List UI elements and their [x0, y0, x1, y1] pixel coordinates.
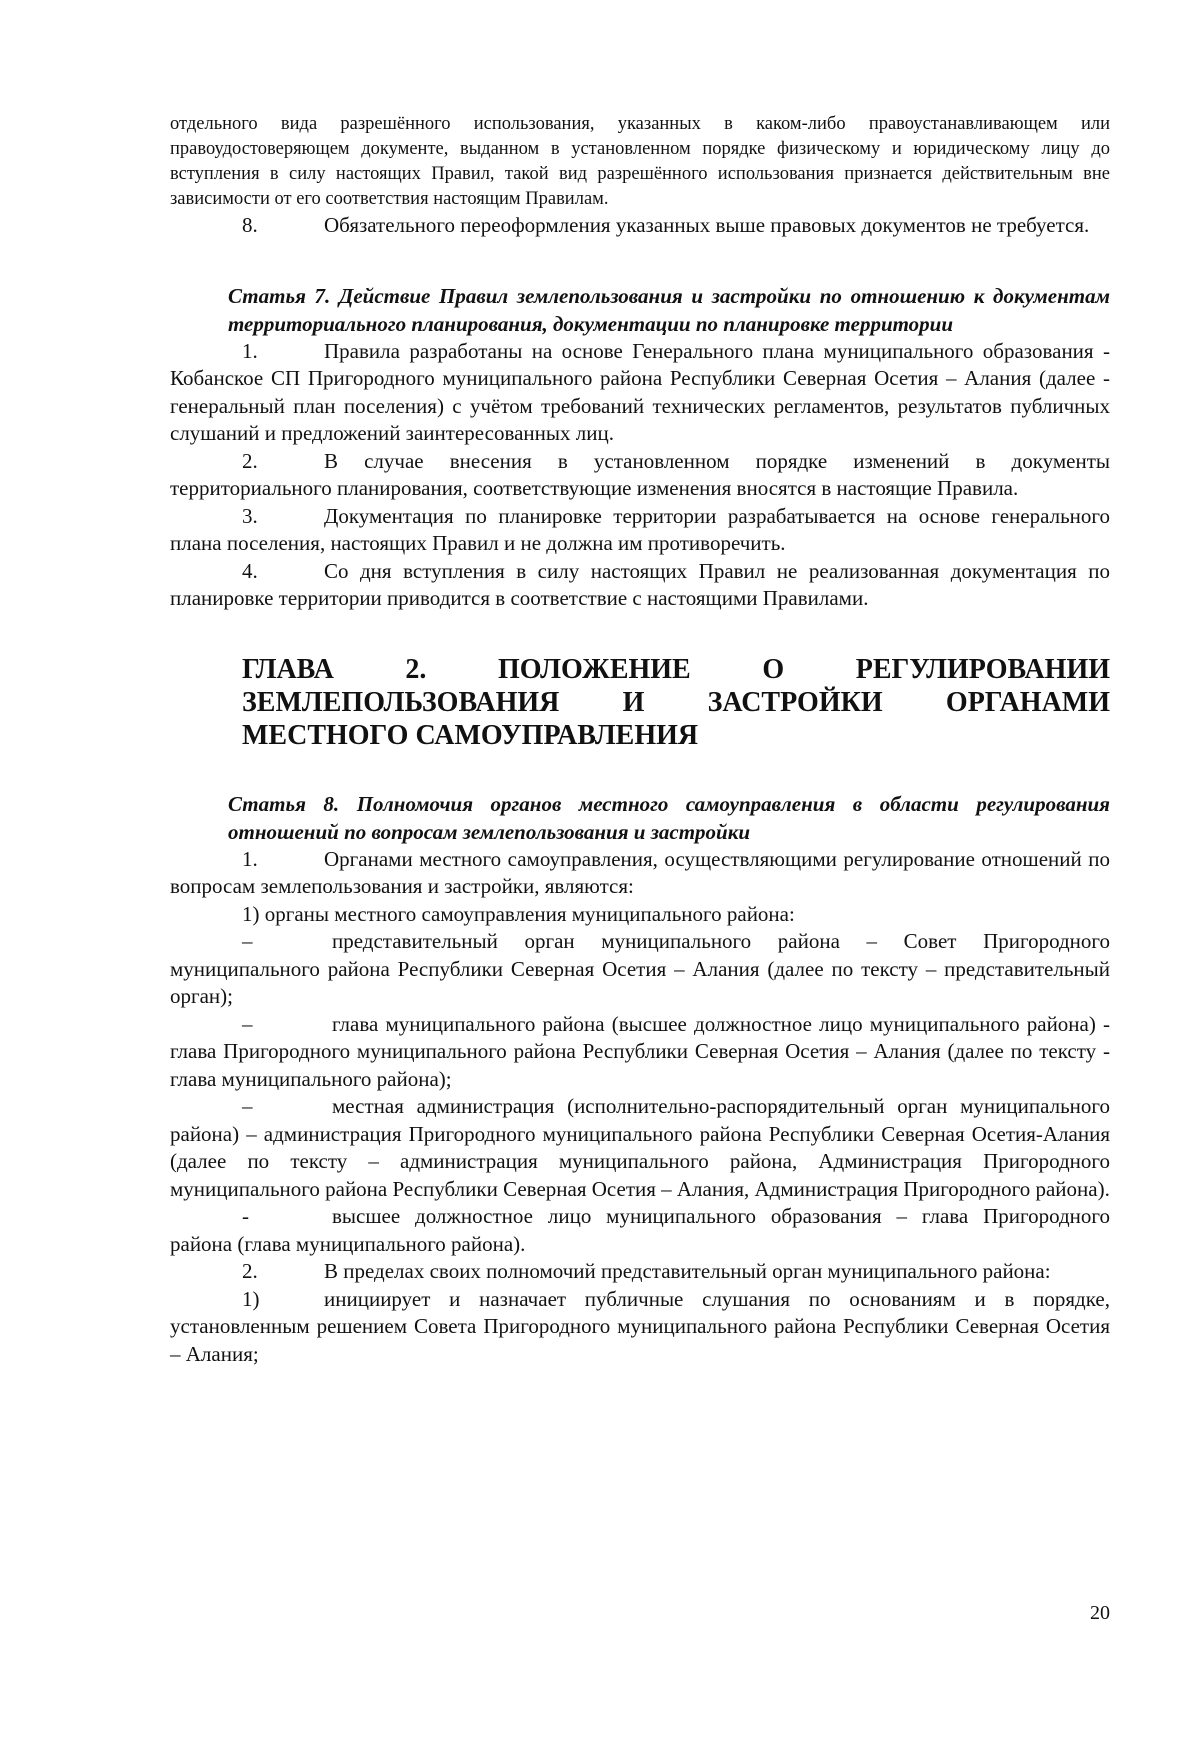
article-7-item-1	[170, 338, 1110, 448]
article-7-item-3	[170, 503, 1110, 558]
article-7-item-4	[170, 558, 1110, 613]
item-text: Документация по планировке территории разрабатывается на основе генерального плана поселения, настоящих Правил и не должна им противоречить.	[170, 503, 1110, 555]
item-text: Со дня вступления в силу настоящих Правил не реализованная документация по планировке территории приводится в соответствие с настоящими Правилами.	[170, 558, 1110, 610]
item-number: 1.	[242, 338, 258, 363]
item-text: Органами местного самоуправления, осуществляющими регулирование отношений по вопросам землепользования и застройки, являются:	[170, 846, 1110, 898]
dash-mark: –	[242, 1011, 253, 1036]
dash-item-text: высшее должностное лицо муниципального образования – глава Пригородного района (глава муниципального района).	[170, 1204, 1110, 1256]
item-number: 4.	[242, 558, 258, 583]
item-text: В пределах своих полномочий представительный орган муниципального района:	[324, 1259, 1051, 1283]
dash-item-text: местная администрация (исполнительно-распорядительный орган муниципального района) – администрация Пригородного муниципального района Республики Северная Осетия-Алания (далее по тексту – администрация муниципального района, Администрация Пригородного муниципального района Республики Северная Осетия – Алания, Администрация Пригородного района).	[170, 1094, 1110, 1201]
item-text: Правила разработаны на основе Генерального плана муниципального образования - Кобанское СП Пригородного муниципального района Республики Северная Осетия – Алания (далее - генеральный план поселения) с учётом требований технических регламентов, результатов публичных слушаний и предложений заинтересованных лиц.	[170, 338, 1110, 445]
paragraph-8	[170, 212, 1110, 240]
page-content	[170, 112, 1110, 1368]
dash-mark: –	[242, 1094, 253, 1118]
dash-item-text: глава муниципального района (высшее должностное лицо муниципального района) - глава Пригородного муниципального района Республики Северная Осетия – Алания (далее по тексту - глава муниципального района);	[170, 1011, 1110, 1091]
item-text: В случае внесения в установленном порядке изменений в документы территориального планирования, соответствующие изменения вносятся в настоящие Правила.	[170, 448, 1110, 500]
chapter-2-heading: ГЛАВА 2. ПОЛОЖЕНИЕ О РЕГУЛИРОВАНИИ ЗЕМЛЕПОЛЬЗОВАНИЯ И ЗАСТРОЙКИ ОРГАНАМИ МЕСТНОГО САМОУПРАВЛЕНИЯ	[242, 653, 1110, 751]
article-7-item-2	[170, 448, 1110, 503]
item-number: 2.	[242, 1259, 258, 1283]
article-8-subitem-1: 1) органы местного самоуправления муниципального района:	[242, 901, 795, 926]
dash-item	[170, 1011, 1110, 1094]
article-8-item-2-subitem-1	[170, 1286, 1110, 1369]
dash-item	[170, 1203, 1110, 1258]
paragraph-number: 8.	[242, 213, 258, 237]
article-8-heading: Статья 8. Полномочия органов местного самоуправления в области регулирования отношений по вопросам землепользования и застройки	[228, 791, 1110, 844]
article-8-item-2	[170, 1258, 1110, 1286]
item-number: 2.	[242, 448, 258, 473]
item-number: 3.	[242, 503, 258, 528]
item-number: 1)	[242, 1286, 260, 1311]
item-text: инициирует и назначает публичные слушания по основаниям и в порядке, установленным решением Совета Пригородного муниципального района Республики Северная Осетия – Алания;	[170, 1286, 1110, 1366]
dash-item	[170, 928, 1110, 1011]
paragraph-text: Обязательного переоформления указанных выше правовых документов не требуется.	[324, 213, 1090, 237]
dash-mark: –	[242, 929, 253, 953]
article-7-heading: Статья 7. Действие Правил землепользования и застройки по отношению к документам территориального планирования, документации по планировке территории	[228, 283, 1110, 336]
dash-item-text: представительный орган муниципального района – Совет Пригородного муниципального района Республики Северная Осетия – Алания (далее по тексту – представительный орган);	[170, 929, 1110, 1008]
dash-mark: -	[242, 1204, 249, 1228]
page-number: 20	[1090, 1602, 1110, 1624]
carryover-paragraph: отдельного вида разрешённого использования, указанных в каком-либо правоустанавливающем или правоудостоверяющем документе, выданном в установленном порядке физическому и юридическому лицу до вступления в силу настоящих Правил, такой вид разрешённого использования признается действительным вне зависимости от его соответствия настоящим Правилам.	[170, 114, 1110, 209]
item-number: 1.	[242, 846, 258, 871]
article-8-item-1	[170, 846, 1110, 901]
dash-item	[170, 1093, 1110, 1203]
